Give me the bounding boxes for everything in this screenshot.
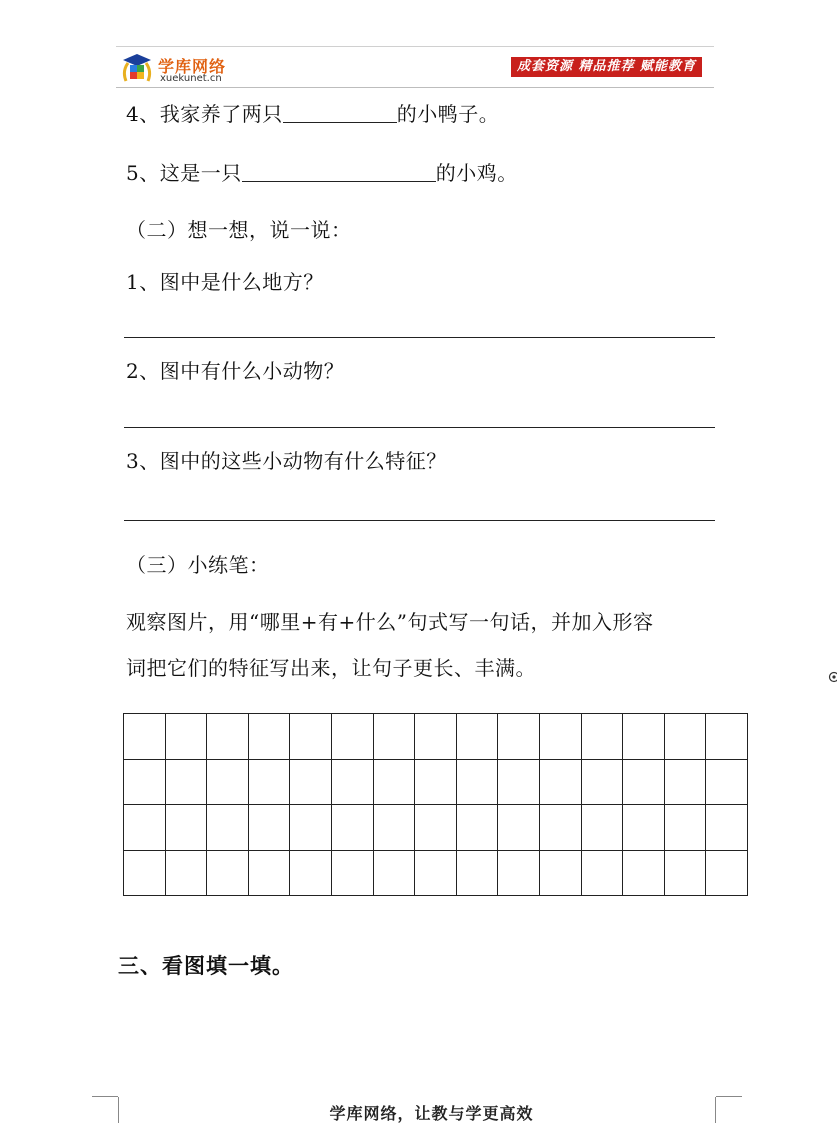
- grid-cell[interactable]: [456, 850, 498, 896]
- fill-blank-suffix: 的小鸡。: [435, 161, 518, 185]
- grid-cell[interactable]: [124, 759, 166, 805]
- grid-cell[interactable]: [498, 714, 540, 760]
- grid-cell[interactable]: [331, 759, 373, 805]
- grid-cell[interactable]: [248, 805, 290, 851]
- grid-cell[interactable]: [706, 805, 748, 851]
- grid-cell[interactable]: [207, 714, 249, 760]
- grid-cell[interactable]: [706, 759, 748, 805]
- grid-cell[interactable]: [165, 714, 207, 760]
- grid-cell[interactable]: [124, 805, 166, 851]
- grid-cell[interactable]: [124, 850, 166, 896]
- grid-cell[interactable]: [623, 759, 665, 805]
- grid-cell[interactable]: [331, 714, 373, 760]
- site-logo[interactable]: [120, 51, 240, 87]
- answer-line-1[interactable]: [124, 337, 715, 338]
- answer-blank[interactable]: [283, 102, 397, 123]
- grid-cell[interactable]: [331, 805, 373, 851]
- grid-cell[interactable]: [248, 850, 290, 896]
- grid-cell[interactable]: [706, 714, 748, 760]
- grid-cell[interactable]: [373, 714, 415, 760]
- grid-cell[interactable]: [207, 759, 249, 805]
- logo-url: xuekunet.cn: [160, 73, 222, 84]
- grid-cell[interactable]: [581, 714, 623, 760]
- grid-cell[interactable]: [415, 850, 457, 896]
- grid-cell[interactable]: [290, 805, 332, 851]
- grid-cell[interactable]: [124, 714, 166, 760]
- grid-cell[interactable]: [581, 850, 623, 896]
- grid-cell[interactable]: [248, 759, 290, 805]
- grid-cell[interactable]: [165, 759, 207, 805]
- question-3: 3、图中的这些小动物有什么特征？: [126, 449, 447, 473]
- grid-row: [124, 714, 748, 760]
- fill-blank-prefix: 5、这是一只: [126, 161, 242, 185]
- grid-cell[interactable]: [456, 805, 498, 851]
- grid-cell[interactable]: [498, 805, 540, 851]
- grid-row: [124, 805, 748, 851]
- grid-cell[interactable]: [498, 759, 540, 805]
- grid-cell[interactable]: [290, 759, 332, 805]
- grid-cell[interactable]: [539, 850, 581, 896]
- grid-cell[interactable]: [664, 805, 706, 851]
- grid-cell[interactable]: [165, 805, 207, 851]
- fill-blank-item-5: [126, 159, 518, 187]
- section-3-title: 三、看图填一填。: [118, 953, 294, 978]
- fill-blank-item-4: [126, 100, 499, 128]
- grid-cell[interactable]: [373, 850, 415, 896]
- grid-cell[interactable]: [373, 759, 415, 805]
- grid-cell[interactable]: [539, 714, 581, 760]
- grid-cell[interactable]: [290, 714, 332, 760]
- grid-cell[interactable]: [415, 759, 457, 805]
- grid-cell[interactable]: [498, 850, 540, 896]
- logo-name: 学库网络: [158, 57, 227, 76]
- grid-row: [124, 850, 748, 896]
- question-2: 2、图中有什么小动物？: [126, 359, 345, 383]
- grid-cell[interactable]: [456, 714, 498, 760]
- grid-cell[interactable]: [664, 714, 706, 760]
- graduation-cap-logo-icon: [120, 51, 154, 85]
- anchor-marker-icon: [828, 670, 837, 684]
- grid-row: [124, 759, 748, 805]
- grid-cell[interactable]: [207, 850, 249, 896]
- grid-cell[interactable]: [456, 759, 498, 805]
- answer-blank[interactable]: [242, 161, 436, 182]
- question-1: 1、图中是什么地方？: [126, 270, 324, 294]
- grid-cell[interactable]: [581, 805, 623, 851]
- part3-heading: （三）小练笔：: [126, 553, 270, 577]
- grid-cell[interactable]: [623, 714, 665, 760]
- grid-cell[interactable]: [207, 805, 249, 851]
- grid-cell[interactable]: [248, 714, 290, 760]
- grid-cell[interactable]: [706, 850, 748, 896]
- fill-blank-suffix: 的小鸭子。: [396, 102, 500, 126]
- grid-cell[interactable]: [623, 805, 665, 851]
- part2-heading: （二）想一想，说一说：: [126, 218, 352, 242]
- grid-cell[interactable]: [415, 805, 457, 851]
- fill-blank-prefix: 4、我家养了两只: [126, 102, 283, 126]
- header-slogan: 成套资源 精品推荐 赋能教育: [511, 57, 702, 77]
- page-header: [116, 46, 714, 88]
- writing-grid: [123, 713, 748, 896]
- grid-cell[interactable]: [331, 850, 373, 896]
- grid-cell[interactable]: [664, 759, 706, 805]
- grid-cell[interactable]: [581, 759, 623, 805]
- grid-cell[interactable]: [664, 850, 706, 896]
- grid-cell[interactable]: [415, 714, 457, 760]
- grid-cell[interactable]: [373, 805, 415, 851]
- grid-cell[interactable]: [539, 759, 581, 805]
- answer-line-2[interactable]: [124, 427, 715, 428]
- answer-line-3[interactable]: [124, 520, 715, 521]
- grid-cell[interactable]: [623, 850, 665, 896]
- grid-cell[interactable]: [290, 850, 332, 896]
- page-footer: 学库网络，让教与学更高效: [329, 1104, 534, 1123]
- grid-cell[interactable]: [539, 805, 581, 851]
- part3-instruction-line-1: 观察图片，用“哪里+有+什么”句式写一句话，并加入形容: [126, 610, 654, 634]
- part3-instruction-line-2: 词把它们的特征写出来，让句子更长、丰满。: [126, 656, 536, 680]
- grid-cell[interactable]: [165, 850, 207, 896]
